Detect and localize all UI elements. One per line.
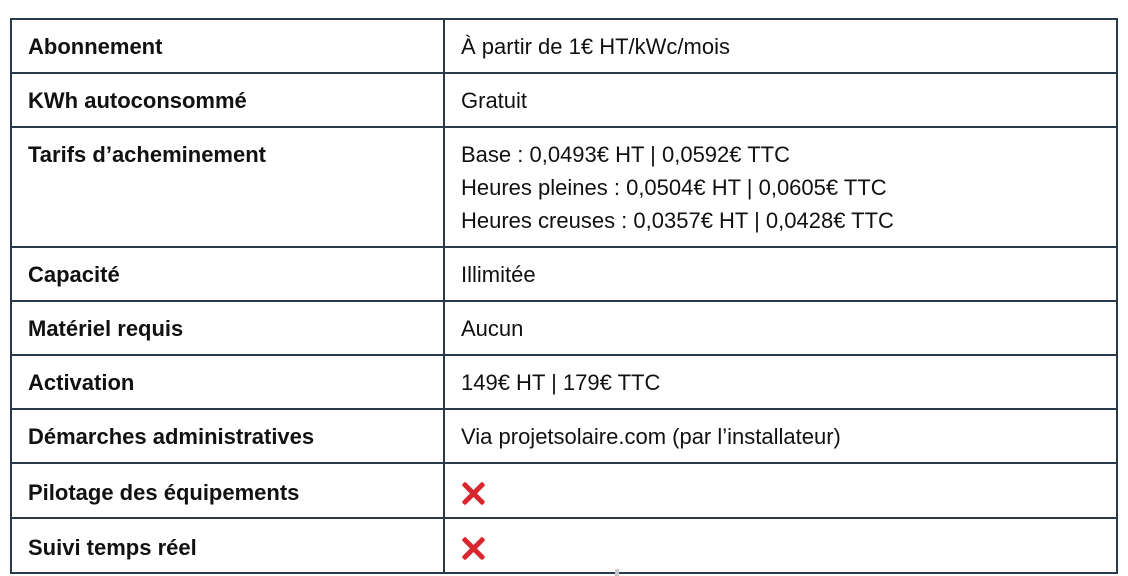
row-label: Matériel requis bbox=[11, 301, 444, 355]
row-label: KWh autoconsommé bbox=[11, 73, 444, 127]
row-label: Activation bbox=[11, 355, 444, 409]
value-line: Aucun bbox=[461, 316, 524, 341]
value-line: 149€ HT | 179€ TTC bbox=[461, 370, 661, 395]
row-value bbox=[444, 127, 1117, 247]
row-value bbox=[444, 247, 1117, 301]
row-value bbox=[444, 463, 1117, 518]
table-row bbox=[11, 409, 1117, 463]
row-value bbox=[444, 409, 1117, 463]
row-value bbox=[444, 73, 1117, 127]
value-line: Heures creuses : 0,0357€ HT | 0,0428€ TTC bbox=[461, 208, 894, 233]
table-row bbox=[11, 247, 1117, 301]
row-label: Tarifs d’acheminement bbox=[11, 127, 444, 247]
table-row bbox=[11, 463, 1117, 518]
row-label: Abonnement bbox=[11, 19, 444, 73]
red-cross-icon bbox=[461, 536, 485, 560]
table-row bbox=[11, 73, 1117, 127]
row-label: Pilotage des équipements bbox=[11, 463, 444, 518]
value-line: Heures pleines : 0,0504€ HT | 0,0605€ TTC bbox=[461, 175, 887, 200]
table-row bbox=[11, 518, 1117, 573]
page-mark bbox=[615, 569, 619, 576]
table-row bbox=[11, 355, 1117, 409]
row-value bbox=[444, 518, 1117, 573]
value-line: Base : 0,0493€ HT | 0,0592€ TTC bbox=[461, 142, 790, 167]
table-row bbox=[11, 19, 1117, 73]
row-label: Suivi temps réel bbox=[11, 518, 444, 573]
value-line: À partir de 1€ HT/kWc/mois bbox=[461, 34, 730, 59]
offer-table bbox=[10, 18, 1118, 574]
row-value bbox=[444, 355, 1117, 409]
table-row bbox=[11, 301, 1117, 355]
row-value bbox=[444, 19, 1117, 73]
red-cross-icon bbox=[461, 481, 485, 505]
value-line: Gratuit bbox=[461, 88, 528, 113]
table-row bbox=[11, 127, 1117, 247]
value-line: Illimitée bbox=[461, 262, 536, 287]
value-line: Via projetsolaire.com (par l’installateur) bbox=[461, 424, 841, 449]
row-label: Démarches administratives bbox=[11, 409, 444, 463]
row-value bbox=[444, 301, 1117, 355]
row-label: Capacité bbox=[11, 247, 444, 301]
